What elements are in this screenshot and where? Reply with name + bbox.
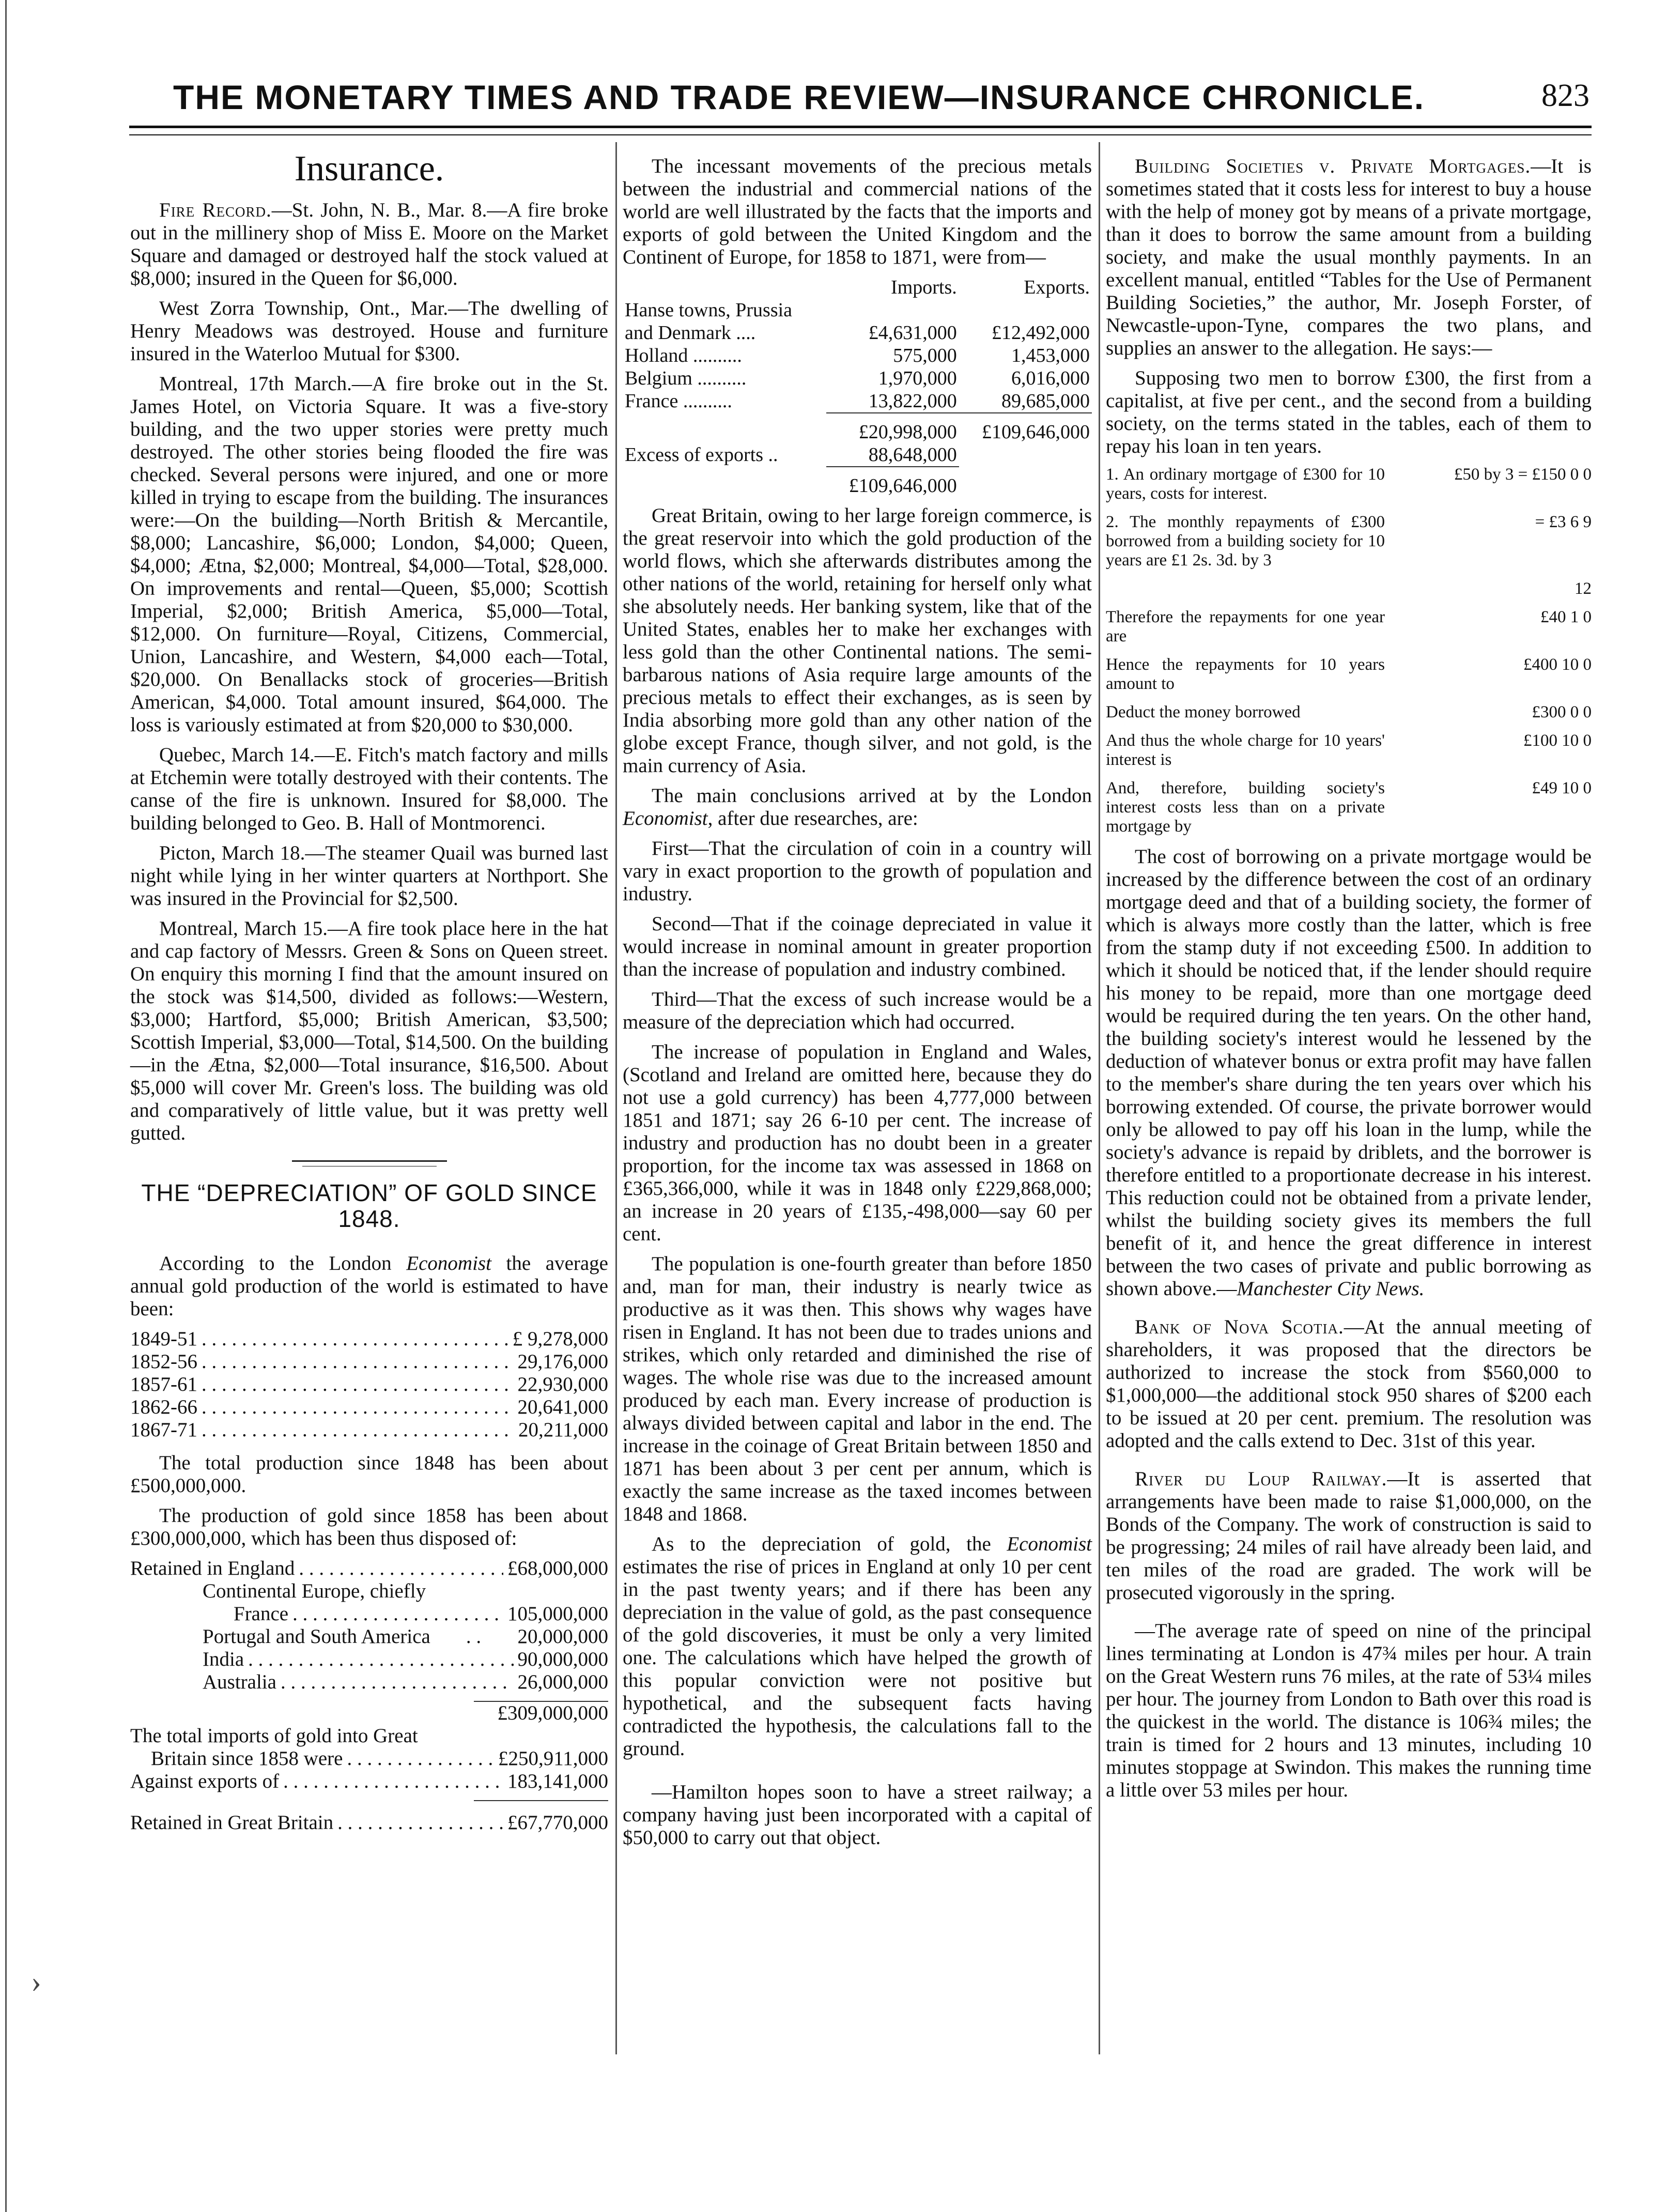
table-row: Continental Europe, chiefly — [203, 1580, 426, 1602]
paragraph: West Zorra Township, Ont., Mar.—The dwelling of Henry Meadows was destroyed. House and furniture insured in the Waterloo Mutual for $300. — [130, 297, 608, 365]
paragraph: —The average rate of speed on nine of the principal lines terminating at London is 47¾ miles per hour. A train on the Great Western runs 76 miles, at the rate of 53¼ miles per hour. The journey from London to Bath over this road is the quickest in the world. The distance is 106¾ miles; the train is timed for 2 hours and 13 minutes, including 10 minutes stoppage at Swindon. This makes the running time a little over 53 miles per hour. — [1106, 1620, 1592, 1801]
gold-production-table — [130, 1328, 608, 1441]
paragraph: Great Britain, owing to her large foreign commerce, is the great reservoir into which the gold production of the world flows, which she afterwards distributes among the other nations of the world, retaining for herself only what she absolutely needs. Her banking system, like that of the United States, enables her to make her exchanges with less gold than the other Continental nations. The semi-barbarous nations of Asia require large amounts of the precious metals to effect their exchanges, as is seen by India absorbing more gold than any other nation of the globe except France, though silver, and not gold, is the main currency of Asia. — [623, 504, 1092, 777]
column-rule-2 — [1099, 142, 1100, 2054]
row-years: 1857-61 — [130, 1373, 197, 1395]
paragraph: Third—That the excess of such increase would be a measure of the depreciation which had occurred. — [623, 988, 1092, 1033]
paragraph: The total production since 1848 has been about £500,000,000. — [130, 1452, 608, 1497]
cell: 88,648,000 — [868, 444, 957, 466]
cell: £109,646,000 — [826, 467, 959, 504]
table-row — [623, 299, 1092, 321]
paragraph: The production of gold since 1858 has been about £300,000,000, which has been thus disposed of: — [130, 1504, 608, 1549]
river-lead: River du Loup Railway. — [1135, 1468, 1387, 1490]
section-divider — [292, 1160, 447, 1162]
cell: 575,000 — [893, 345, 957, 366]
cell: Belgium .......... — [625, 367, 747, 389]
text: —It is asserted that arrangements have been made to raise $1,000,000, on the Bonds of the Company. The work of construction is said to be progressing; 24 miles of rail have already been laid, and ten miles of the road are graded. The work will be prosecuted vigorously in the spring. — [1106, 1468, 1592, 1604]
row-amount: 20,211,000 — [518, 1419, 608, 1441]
row-value: 90,000,000 — [517, 1648, 608, 1670]
row-years: 1849-51 — [130, 1328, 197, 1350]
page-number: 823 — [1541, 78, 1589, 113]
page-edge — [5, 0, 7, 2212]
paragraph: Montreal, March 15.—A fire took place here in the hat and cap factory of Messrs. Green & Sons on Queen street. On enquiry this morning I find that the amount insured on the stock was $14,500, divided as follows:—Western, $3,000; Hartford, $5,000; British American, $3,500; Scottish Imperial, $3,000—Total, $14,500. On the building—in the Ætna, $2,000—Total insurance, $16,500. About $5,000 will cover Mr. Green's loss. The building was old and comparatively of little value, but it was pretty well gutted. — [130, 917, 608, 1144]
text: , after due researches, are: — [707, 807, 918, 830]
cell: £4,631,000 — [868, 322, 957, 344]
paragraph — [1106, 846, 1592, 1300]
table-row — [130, 1671, 608, 1694]
paragraph: Montreal, 17th March.—A fire broke out in the St. James Hotel, on Victoria Square. It was a five-story building, and the two upper stories were pretty much destroyed. The other stories being flooded the fire was checked. Several persons were injured, and one or more killed in trying to escape from the building. The insurances were:—On the building—North British & Mercantile, $8,000; Lancashire, $6,000; London, $4,000; Queen, $4,000; Ætna, $2,000; Montreal, $4,000—Total, $28,000. On improvements and rental—Queen, $5,000; Scottish Imperial, $2,000; British America, $5,000—Total, $12,000. On furniture—Royal, Citizens, Commercial, Union, Lancashire, and Western, $4,000 each—Total, $20,000. On Benallacks stock of groceries—British American, $4,000. Total amount insured, $64,000. The loss is variously estimated at from $20,000 to $30,000. — [130, 373, 608, 736]
table-row — [623, 344, 1092, 367]
cell: Hanse towns, Prussia — [625, 299, 793, 321]
text: The main conclusions arrived at by the London — [652, 785, 1092, 807]
calc-value: £40 1 0 — [1540, 608, 1592, 626]
cell: £12,492,000 — [992, 322, 1090, 344]
calc-row — [1106, 608, 1592, 646]
row-value: £250,911,000 — [498, 1747, 608, 1770]
row-amount: 22,930,000 — [517, 1373, 608, 1395]
header-rule-thick — [129, 126, 1592, 128]
cell: France .......... — [625, 390, 732, 412]
italic-text: Manchester City News. — [1237, 1278, 1425, 1300]
italic-text: Economist — [623, 807, 708, 830]
calc-label: And, therefore, building society's interest costs less than on a private mortgage by — [1106, 779, 1385, 836]
calc-value: £400 10 0 — [1523, 655, 1592, 674]
calc-value: = £3 6 9 — [1535, 513, 1592, 531]
calc-row — [1106, 655, 1592, 694]
table-header-row — [623, 276, 1092, 299]
table-row — [130, 1557, 608, 1580]
calc-label: Deduct the money borrowed — [1106, 703, 1301, 721]
column-1 — [130, 147, 608, 1845]
row-amount: 20,641,000 — [517, 1396, 608, 1418]
row-amount: £ 9,278,000 — [512, 1328, 608, 1350]
row-label: France — [234, 1603, 289, 1625]
table-row — [130, 1350, 608, 1373]
text: estimates the rise of prices in England at only 10 per cent in the past twenty years; and if there has been any depreciation in the value of gold, as the past consequence of the gold discoveries, it must be only a very limited one. The calculations which have helped the growth of this popular conviction were not positive but hypothetical, and the subsequent facts having contradicted the hypothesis, the calculations fall to the ground. — [623, 1556, 1092, 1760]
cell: £20,998,000 — [826, 413, 959, 443]
calc-label: And thus the whole charge for 10 years' interest is — [1106, 731, 1385, 769]
cell: 89,685,000 — [1001, 390, 1090, 412]
fire-record-paragraph — [130, 199, 608, 290]
table-row — [130, 1770, 608, 1793]
calc-value: £49 10 0 — [1532, 779, 1592, 797]
paragraph: Second—That if the coinage depreciated in value it would increase in nominal amount in greater proportion than the increase of population and industry combined. — [623, 913, 1092, 980]
calc-row — [1106, 579, 1592, 598]
paragraph: Picton, March 18.—The steamer Quail was burned last night while lying in her winter quarters at Northport. She was insured in the Provincial for $2,500. — [130, 842, 608, 910]
table-row — [623, 413, 1092, 443]
cell: Holland .......... — [625, 345, 742, 366]
row-value: 20,000,000 — [517, 1625, 608, 1648]
fire-record-text: —St. John, N. B., Mar. 8.—A fire broke out in the millinery shop of Miss E. Moore on the Market Square and damaged or destroyed half the stock valued at $8,000; insured in the Queen for $6,000. — [130, 199, 609, 289]
paragraph — [1106, 1468, 1592, 1604]
italic-text: Economist — [406, 1252, 491, 1274]
calc-row — [1106, 779, 1592, 836]
running-header: THE MONETARY TIMES AND TRADE REVIEW—INSURANCE CHRONICLE. — [173, 78, 1425, 116]
paragraph: The incessant movements of the precious metals between the industrial and commercial nations of the world are well illustrated by the facts that the imports and exports of gold between the United Kingdom and the Continent of Europe, for 1858 to 1871, were from— — [623, 155, 1092, 268]
paragraph — [130, 1252, 608, 1320]
row-years: 1867-71 — [130, 1419, 197, 1441]
column-header: Imports. — [891, 276, 957, 298]
calc-value: £300 0 0 — [1532, 703, 1592, 721]
cell: 13,822,000 — [868, 390, 957, 412]
cell: 1,453,000 — [1011, 345, 1090, 366]
calc-value: £100 10 0 — [1523, 731, 1592, 750]
column-3 — [1106, 155, 1592, 1809]
row-value: £68,000,000 — [507, 1557, 608, 1579]
sum-rule — [474, 1800, 608, 1801]
calc-value: £50 by 3 = £150 0 0 — [1454, 465, 1592, 484]
calc-row — [1106, 703, 1592, 722]
cell: 1,970,000 — [878, 367, 957, 389]
row-value: 26,000,000 — [517, 1671, 608, 1693]
text: —It is sometimes stated that it costs less for interest to buy a house with the help of money got by means of a private mortgage, than it does to borrow the same amount from a building society, and make the usual monthly payments. In an excellent manual, entitled “Tables for the Use of Permanent Building Societies,” the author, Mr. Joseph Forster, of Newcastle-upon-Tyne, compares the two plans, and supplies an answer to the allegation. He says:— — [1106, 155, 1592, 359]
row-label: Retained in England — [130, 1557, 295, 1579]
calc-label — [1106, 579, 1385, 598]
table-row — [130, 1328, 608, 1350]
paragraph: The increase of population in England and Wales, (Scotland and Ireland are omitted here, because they do not use a gold currency) has been 4,777,000 between 1851 and 1871; say 26 6-10 per cent. The increase of industry and production has no doubt been in a greater proportion, for the income tax was assessed in 1868 on £365,366,000, while it was in 1848 only £229,868,000; an increase in 20 years of £135,-498,000—say 60 per cent. — [623, 1041, 1092, 1245]
bank-lead: Bank of Nova Scotia. — [1135, 1316, 1344, 1338]
building-societies-lead: Building Societies v. Private Mortgages. — [1135, 155, 1531, 177]
row-label: Retained in Great Britain — [130, 1811, 334, 1834]
row-years: 1862-66 — [130, 1396, 197, 1418]
paragraph: The population is one-fourth greater than before 1850 and, man for man, their industry is nearly twice as productive as it was then. This shows why wages have risen in England. It has not been due to trades unions and strikes, which only retarded and diminished the rise of wages. The whole rise was due to the increased amount produced by each man. Every increase of production is always divided between capital and labor in the end. The increase in the coinage of Great Britain between 1850 and 1871 has been about 3 per cent per annum, which is exactly the same increase as the taxed incomes between 1848 and 1868. — [623, 1253, 1092, 1525]
paragraph — [1106, 155, 1592, 360]
margin-mark: › — [31, 1964, 41, 1999]
table-row — [130, 1747, 608, 1770]
row-value: 183,141,000 — [507, 1770, 608, 1792]
gold-article-title: THE “DEPRECIATION” OF GOLD SINCE 1848. — [141, 1179, 597, 1232]
calc-label: 1. An ordinary mortgage of £300 for 10 years, costs for interest. — [1106, 465, 1385, 503]
paragraph — [623, 1533, 1092, 1760]
row-label: India — [203, 1648, 244, 1670]
paragraph: First—That the circulation of coin in a country will vary in exact proportion to the growth of population and industry. — [623, 837, 1092, 905]
table-row — [130, 1603, 608, 1625]
header-rule-thin — [129, 134, 1592, 135]
calc-label: Hence the repayments for 10 years amount to — [1106, 655, 1385, 693]
calc-row — [1106, 513, 1592, 570]
table-row — [130, 1648, 608, 1671]
cell: £109,646,000 — [959, 413, 1092, 443]
row-value: £67,770,000 — [507, 1811, 608, 1834]
text: According to the London — [159, 1252, 407, 1274]
table-row — [623, 390, 1092, 413]
text: As to the depreciation of gold, the — [652, 1533, 1007, 1555]
cell: 6,016,000 — [1011, 367, 1090, 389]
cell: Excess of exports .. — [625, 444, 778, 466]
fire-record-lead: Fire Record. — [159, 199, 272, 221]
paragraph: —Hamilton hopes soon to have a street railway; a company having just been incorporated with a capital of $50,000 to carry out that object. — [623, 1781, 1092, 1849]
table-row: The total imports of gold into Great — [130, 1725, 418, 1747]
row-amount: 29,176,000 — [517, 1350, 608, 1373]
table-row — [623, 321, 1092, 344]
paragraph: Quebec, March 14.—E. Fitch's match factory and mills at Etchemin were totally destroyed with their contents. The canse of the fire is unknown. Insured for $8,000. The building belonged to Geo. B. Hall of Montmorenci. — [130, 744, 608, 834]
calc-value: 12 — [1575, 579, 1592, 598]
paragraph: Supposing two men to borrow £300, the first from a capitalist, at five per cent., and the second from a building society, on the terms stated in the tables, each of them to repay his loan in ten years. — [1106, 367, 1592, 457]
mortgage-calculation — [1106, 465, 1592, 836]
table-row — [130, 1419, 608, 1441]
cell — [826, 299, 959, 321]
text: —At the annual meeting of shareholders, it was proposed that the directors be authorized to increase the stock from $560,000 to $1,000,000—the additional stock 950 shares of $200 each to be issued at 20 per cent. premium. The resolution was adopted and the calls extend to Dec. 31st of this year. — [1106, 1316, 1592, 1452]
text: the average annual gold production of the world is estimated to have been: — [130, 1252, 608, 1320]
row-value: 105,000,000 — [507, 1603, 608, 1625]
table-row — [130, 1811, 608, 1834]
column-header: Exports. — [1024, 276, 1090, 298]
row-label: Against exports of — [130, 1770, 280, 1792]
table-row — [130, 1396, 608, 1419]
calc-row — [1106, 465, 1592, 503]
cell: and Denmark .... — [625, 322, 756, 344]
row-years: 1852-56 — [130, 1350, 197, 1373]
section-title-insurance: Insurance. — [294, 149, 444, 189]
paragraph — [1106, 1316, 1592, 1452]
table-row — [623, 443, 1092, 467]
paragraph — [623, 785, 1092, 830]
text: The cost of borrowing on a private mortgage would be increased by the difference between the cost of an ordinary mortgage deed and that of a building society, the former of which is always more costly than the latter, which is free from the stamp duty if not exceeding £500. In addition to which it should be noticed that, if the lender should require his money to be repaid, more than one mortgage deed would be required during the ten years. On the other hand, the building society's interest would he lessened by the deduction of whatever bonus or extra profit may have fallen to the member's share during the ten years over which his borrowing extended. Of course, the private borrower would only be allowed to pay off his loan in the lump, while the society's advance is repaid by driblets, and the borrower is therefore entitled to a proportionate decrease in his interest. This reduction could not be obtained from a private lender, whilst the building society gives its members the full benefit of it, and hence the great difference in interest between the two cases of private and public borrowing as shown above.— — [1106, 846, 1592, 1300]
calc-label: 2. The monthly repayments of £300 borrowed from a building society for 10 years are £1 2s. 3d. by 3 — [1106, 513, 1385, 570]
cell — [959, 299, 1092, 321]
row-label: Australia — [203, 1671, 276, 1693]
table-row — [130, 1625, 608, 1648]
gold-disposition-table — [130, 1557, 608, 1834]
table-row — [623, 467, 1092, 504]
column-2 — [623, 155, 1092, 1856]
calc-row — [1106, 731, 1592, 770]
gold-trade-table — [623, 276, 1092, 504]
italic-text: Economist — [1007, 1533, 1092, 1555]
column-rule-1 — [615, 142, 617, 2054]
subtotal: £309,000,000 — [497, 1702, 608, 1724]
table-row — [623, 367, 1092, 390]
row-label: Britain since 1858 were — [151, 1747, 343, 1770]
calc-label: Therefore the repayments for one year are — [1106, 608, 1385, 646]
table-row — [130, 1373, 608, 1396]
row-label: Portugal and South America — [203, 1625, 430, 1648]
